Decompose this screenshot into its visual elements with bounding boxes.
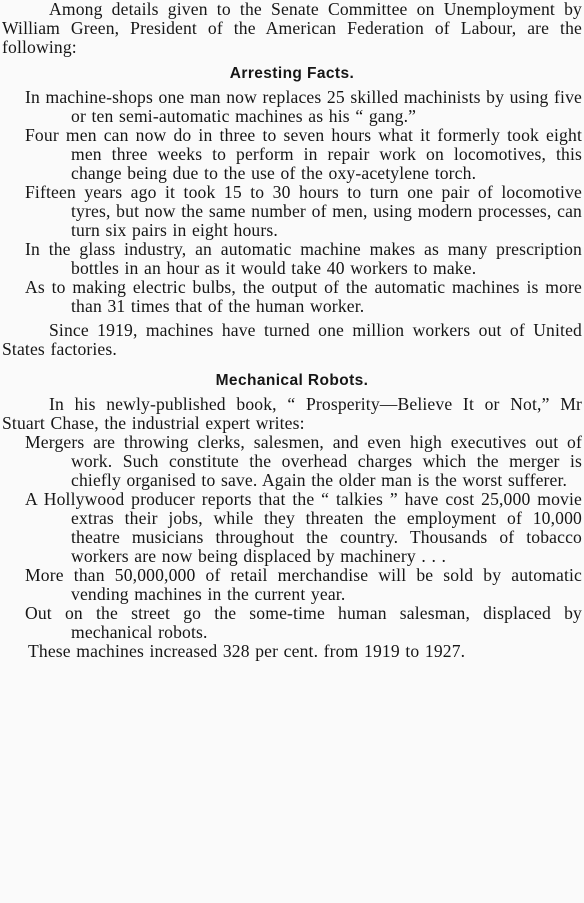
spacer (2, 57, 582, 64)
fact-item: As to making electric bulbs, the output of the automatic machines is more than 31 times that of the human worker. (25, 277, 582, 316)
section-heading-mechanical-robots: Mechanical Robots. (215, 372, 369, 389)
quote-item: More than 50,000,000 of retail merchandise will be sold by automatic vending machines in the current year. (25, 565, 582, 604)
quote-item: Mergers are throwing clerks, salesmen, and even high executives out of work. Such constitute the overhead charges which the merger is chiefly organised to save. Again the older man is the worst sufferer. (25, 432, 582, 490)
fact-item: Fifteen years ago it took 15 to 30 hours to turn one pair of locomotive tyres, but now the same number of men, using modern processes, can turn six pairs in eight hours. (25, 182, 582, 240)
fact-item: Four men can now do in three to seven hours what it formerly took eight men three weeks to perform in repair work on locomotives, this change being due to the use of the oxy-acetylene torch. (25, 125, 582, 183)
quote-item: A Hollywood producer reports that the “ talkies ” have cost 25,000 movie extras their jobs, while they threaten the employment of 10,000 theatre musicians throughout the country. Thousands of tobacco workers are now being displaced by machinery . . . (25, 489, 582, 566)
spacer (2, 359, 582, 371)
fact-item: In the glass industry, an automatic machine makes as many prescription bottles in an hour as it would take 40 workers to make. (25, 239, 582, 278)
closing-paragraph: Since 1919, machines have turned one million workers out of United States factories. (2, 320, 582, 359)
quote-item: Out on the street go the some-time human salesman, displaced by mechanical robots. (25, 603, 582, 642)
book-intro-paragraph: In his newly-published book, “ Prosperity—Believe It or Not,” Mr Stuart Chase, the industrial expert writes: (2, 394, 582, 433)
quote-item: These machines increased 328 per cent. from 1919 to 1927. (28, 641, 466, 661)
fact-item: In machine-shops one man now replaces 25 skilled machinists by using five or ten semi-automatic machines as his “ gang.” (25, 87, 582, 126)
section-heading-arresting-facts: Arresting Facts. (229, 65, 355, 82)
intro-paragraph: Among details given to the Senate Committee on Unemployment by William Green, President of the American Federation of Labour, are the following: (2, 0, 582, 57)
